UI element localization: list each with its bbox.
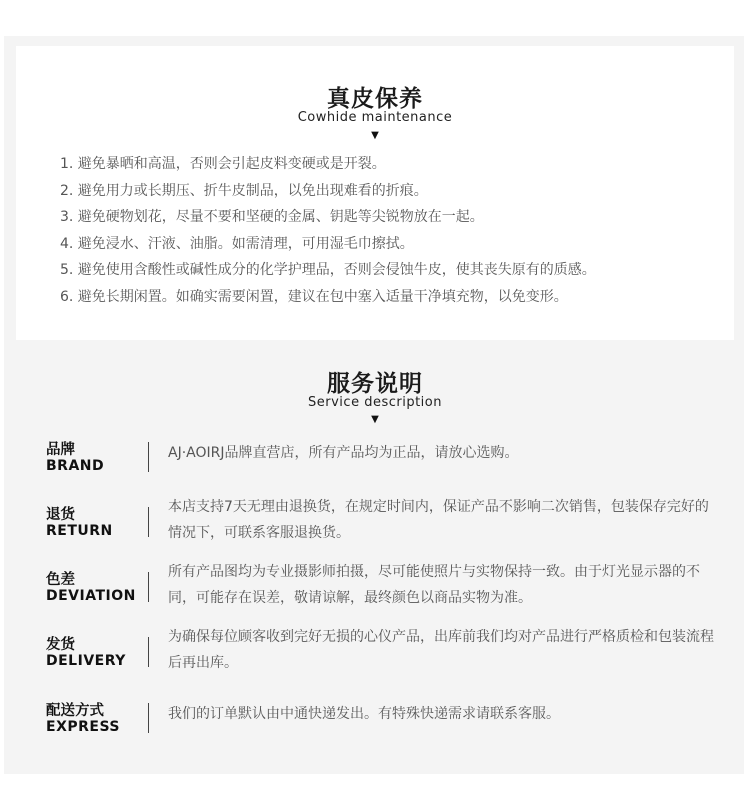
care-tips-list [60,154,720,313]
service-item-deviation [46,564,726,618]
service-item-desc: 本店支持7天无理由退换货，在规定时间内，保证产品不影响二次销售，包装保存完好的情况下，可联系客服退换货。 [168,499,709,541]
service-item-brand [46,438,726,488]
service-item-label-zh: 退货 [46,507,75,523]
care-tip: 1. 避免暴晒和高温，否则会引起皮料变硬或是开裂。 [60,156,386,172]
service-subtitle: Service description [308,395,442,410]
care-tip: 6. 避免长期闲置。如确实需要闲置，建议在包中塞入适量干净填充物，以免变形。 [60,288,568,305]
care-subtitle: Cowhide maintenance [297,110,453,125]
service-item-express [46,699,726,749]
service-item-label-zh: 发货 [46,637,75,653]
divider [148,442,149,472]
service-item-desc: 为确保每位顾客收到完好无损的心仪产品，出库前我们均对产品进行严格质检和包装流程后再出库。 [168,629,714,671]
service-item-desc: 所有产品图均为专业摄影师拍摄，尽可能使照片与实物保持一致。由于灯光显示器的不同，可能存在误差，敬请谅解，最终颜色以商品实物为准。 [168,564,700,606]
care-title: 真皮保养 [327,86,423,112]
service-item-label-zh: 色差 [46,572,75,588]
service-title: 服务说明 [327,371,423,397]
service-item-label-en: RETURN [46,523,113,539]
divider [148,703,149,733]
service-item-label-en: BRAND [46,458,105,474]
service-item-return [46,499,726,553]
service-arrow-icon: ▼ [371,414,379,425]
service-item-desc: AJ·AOIRJ品牌直营店，所有产品均为正品，请放心选购。 [168,445,519,461]
divider [148,572,149,602]
service-item-label-en: DELIVERY [46,653,126,669]
care-tip: 3. 避免硬物划花，尽量不要和坚硬的金属、钥匙等尖锐物放在一起。 [60,209,484,225]
care-arrow-icon: ▼ [371,130,379,141]
service-item-delivery [46,629,726,683]
divider [148,637,149,667]
service-item-label-en: DEVIATION [46,588,136,604]
service-item-label-en: EXPRESS [46,719,120,735]
service-item-label-zh: 配送方式 [46,703,104,719]
service-item-desc: 我们的订单默认由中通快递发出。有特殊快递需求请联系客服。 [168,706,560,722]
care-tip: 4. 避免浸水、汗液、油脂。如需清理，可用湿毛巾擦拭。 [60,235,414,252]
care-tip: 2. 避免用力或长期压、折牛皮制品，以免出现难看的折痕。 [60,182,428,199]
service-item-label-zh: 品牌 [46,442,75,458]
divider [148,507,149,537]
care-tip: 5. 避免使用含酸性或碱性成分的化学护理品，否则会侵蚀牛皮，使其丧失原有的质感。 [60,262,596,278]
